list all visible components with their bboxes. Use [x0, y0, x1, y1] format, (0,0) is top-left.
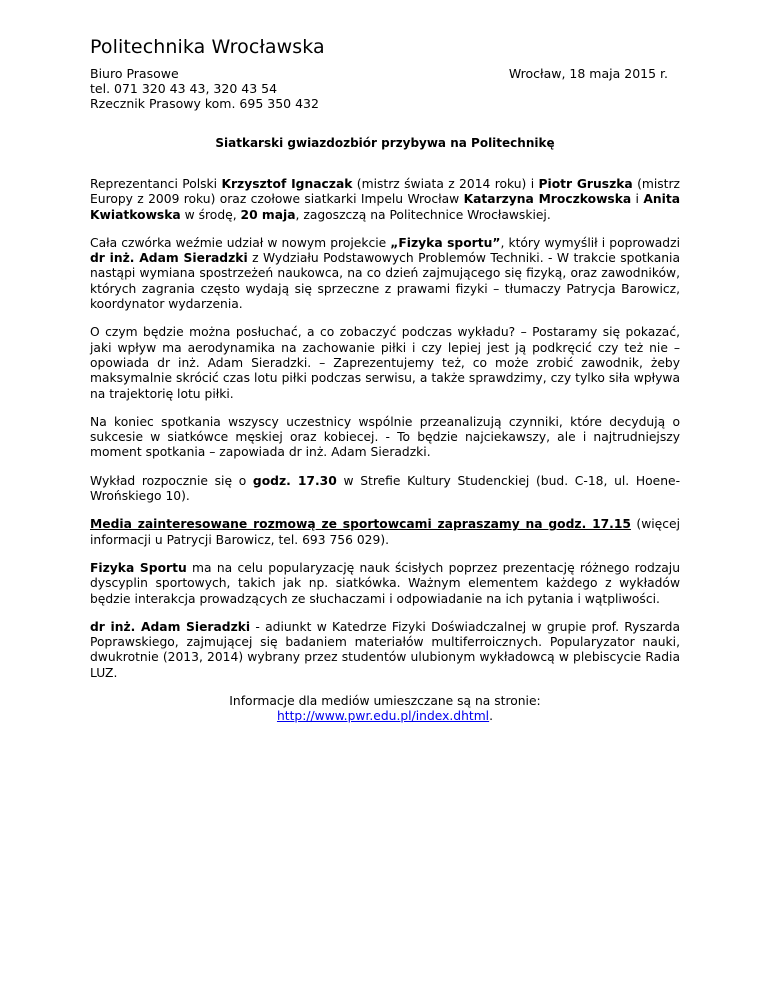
website-link[interactable]: http://www.pwr.edu.pl/index.dhtml	[276, 709, 490, 724]
contact-block	[90, 66, 319, 111]
paragraph-2: Cała czwórka weźmie udział w nowym projekcie „Fizyka sportu”, który wymyślił i poprowadzi dr inż. Adam Sieradzki z Wydziału Podstawowych Problemów Techniki. - W trakcie spotkania nastąpi wymiana spostrzeżeń naukowca, na co dzień zajmującego się fizyką, oraz zawodników, których zagrania często wydają się sprzeczne z prawami fizyki – tłumaczy Patrycja Barowicz, koordynator wydarzenia.	[90, 235, 680, 312]
paragraph-1: Reprezentanci Polski Krzysztof Ignaczak (mistrz świata z 2014 roku) i Piotr Gruszka (mistrz Europy z 2009 roku) oraz czołowe siatkarki Impelu Wrocław Katarzyna Mroczkowska i Anita Kwiatkowska w środę, 20 maja, zagoszczą na Politechnice Wrocławskiej.	[90, 177, 680, 222]
phone-numbers: tel. 071 320 43 43, 320 43 54	[90, 81, 278, 96]
footer-link-line: http://www.pwr.edu.pl/index.dhtml.	[276, 709, 494, 724]
footer-info: Informacje dla mediów umieszczane są na stronie:	[229, 694, 541, 709]
spokesperson-phone: Rzecznik Prasowy kom. 695 350 432	[90, 96, 319, 111]
paragraph-8: dr inż. Adam Sieradzki - adiunkt w Katedrze Fizyki Doświadczalnej w grupie prof. Ryszarda Poprawskiego, zajmującej się badaniem materiałów multiferroicznych. Popularyzator nauki, dwukrotnie (2013, 2014) wybrany przez studentów ulubionym wykładowcą w plebiscycie Radia LUZ.	[90, 619, 680, 680]
paragraph-4: Na koniec spotkania wszyscy uczestnicy wspólnie przeanalizują czynniki, które decydują o sukcesie w siatkówce męskiej oraz kobiecej. - To będzie najciekawszy, ale i najtrudniejszy moment spotkania – zapowiada dr inż. Adam Sieradzki.	[90, 414, 680, 460]
organization-name: Politechnika Wrocławska	[90, 36, 325, 58]
paragraph-3: O czym będzie można posłuchać, a co zobaczyć podczas wykładu? – Postaramy się pokazać, jaki wpływ ma aerodynamika na zachowanie piłki i czy lepiej jest ją podkręcić czy też nie – opowiada dr inż. Adam Sieradzki. – Zaprezentujemy też, co może zrobić zawodnik, żeby maksymalnie skrócić czas lotu piłki podczas serwisu, a także sprawdzimy, czy tylko siła wpływa na trajektorię lotu piłki.	[90, 325, 680, 401]
place-date: Wrocław, 18 maja 2015 r.	[508, 66, 668, 81]
article-body	[90, 177, 680, 725]
paragraph-6: Media zainteresowane rozmową ze sportowcami zapraszamy na godz. 17.15 (więcej informacji u Patrycji Barowicz, tel. 693 756 029).	[90, 517, 680, 547]
paragraph-5: Wykład rozpocznie się o godz. 17.30 w Strefie Kultury Studenckiej (bud. C-18, ul. Hoene-Wrońskiego 10).	[90, 473, 681, 504]
office-name: Biuro Prasowe	[90, 66, 179, 81]
media-invitation: Media zainteresowane rozmową ze sportowcami zapraszamy na godz. 17.15	[90, 517, 631, 532]
paragraph-7: Fizyka Sportu ma na celu popularyzację nauk ścisłych poprzez prezentację różnego rodzaju dyscyplin sportowych, takich jak np. siatkówka. Ważnym elementem każdego z wykładów będzie interakcja prowadzących ze słuchaczami i odpowiadanie na ich pytania i wątpliwości.	[90, 560, 680, 606]
footer-note	[90, 694, 680, 725]
press-release-title: Siatkarski gwiazdozbiór przybywa na Politechnikę	[215, 136, 555, 150]
